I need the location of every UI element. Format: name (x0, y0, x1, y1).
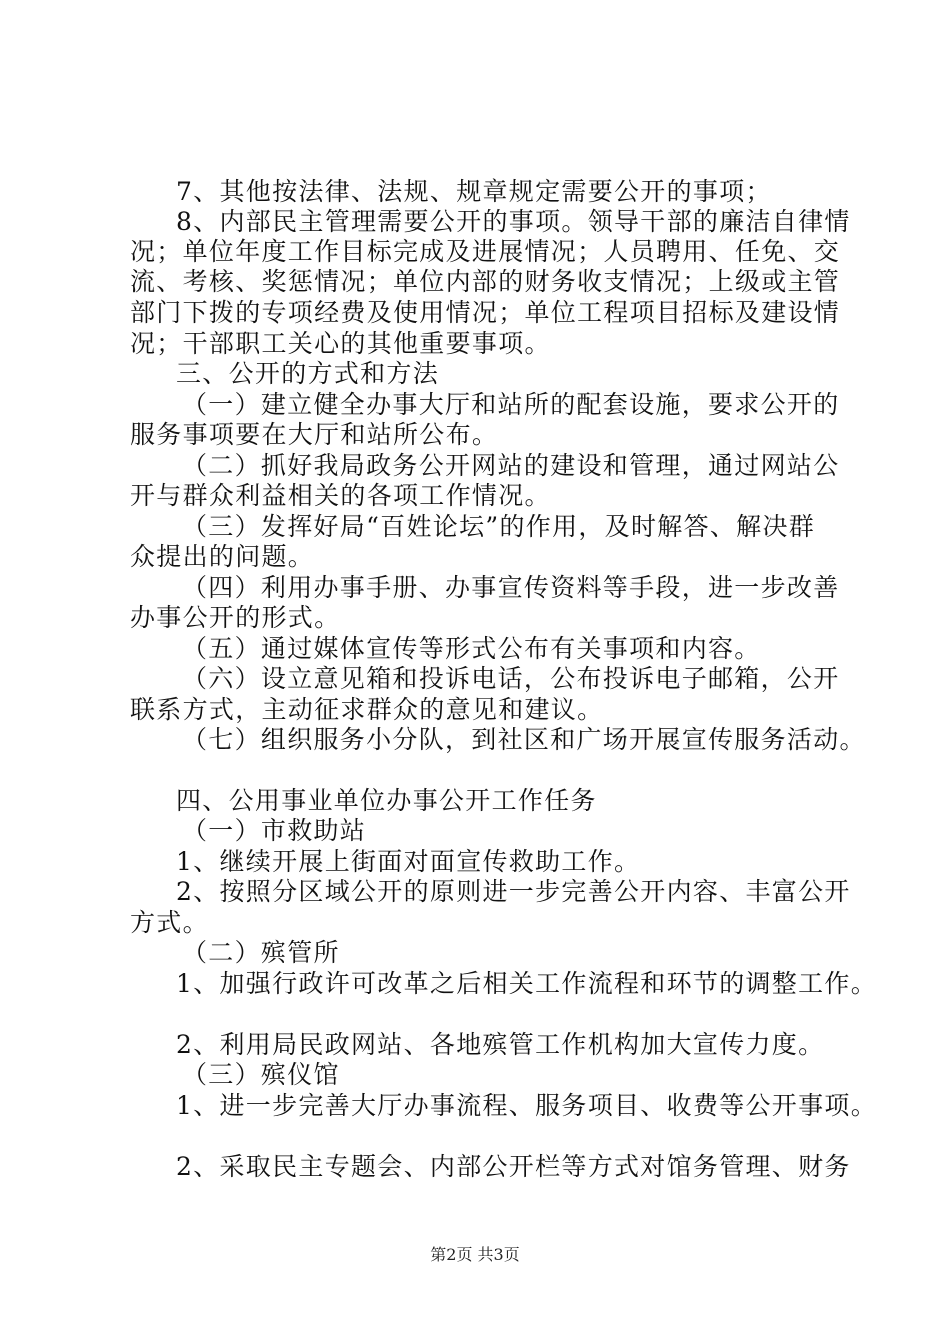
text-line: 2、采取民主专题会、内部公开栏等方式对馆务管理、财务 (176, 1152, 851, 1181)
text-line: 联系方式，主动征求群众的意见和建议。 (130, 695, 604, 724)
text-line: 方式。 (130, 908, 209, 937)
text-line: （五）通过媒体宣传等形式公布有关事项和内容。 (182, 634, 761, 663)
subsection-heading: （二）殡管所 (182, 938, 340, 967)
text-line: 况；干部职工关心的其他重要事项。 (130, 329, 551, 358)
text-line: 7、其他按法律、法规、规章规定需要公开的事项； (176, 177, 772, 206)
text-line: 流、考核、奖惩情况；单位内部的财务收支情况；上级或主管 (130, 267, 841, 296)
text-line: （二）抓好我局政务公开网站的建设和管理，通过网站公 (182, 451, 840, 480)
text-line: 8、内部民主管理需要公开的事项。领导干部的廉洁自律情 (176, 207, 851, 236)
text-line: 办事公开的形式。 (130, 603, 341, 632)
text-line: （七）组织服务小分队，到社区和广场开展宣传服务活动。 (182, 725, 866, 754)
text-line: 众提出的问题。 (130, 542, 315, 571)
text-line: （三）发挥好局“百姓论坛”的作用，及时解答、解决群 (182, 512, 816, 541)
text-line: （六）设立意见箱和投诉电话，公布投诉电子邮箱，公开 (182, 664, 840, 693)
text-line: 部门下拨的专项经费及使用情况；单位工程项目招标及建设情 (130, 298, 841, 327)
text-line: 服务事项要在大厅和站所公布。 (130, 420, 499, 449)
text-line: 1、进一步完善大厅办事流程、服务项目、收费等公开事项。 (176, 1091, 878, 1120)
text-line: 况；单位年度工作目标完成及进展情况；人员聘用、任免、交 (130, 237, 841, 266)
text-line: 1、继续开展上街面对面宣传救助工作。 (176, 847, 641, 876)
text-line: 2、按照分区域公开的原则进一步完善公开内容、丰富公开 (176, 877, 851, 906)
subsection-heading: （一）市救助站 (182, 816, 367, 845)
text-line: （四）利用办事手册、办事宣传资料等手段，进一步改善 (182, 573, 840, 602)
section-heading: 四、公用事业单位办事公开工作任务 (176, 786, 597, 815)
text-line: 1、加强行政许可改革之后相关工作流程和环节的调整工作。 (176, 969, 878, 998)
text-line: 2、利用局民政网站、各地殡管工作机构加大宣传力度。 (176, 1030, 825, 1059)
subsection-heading: （三）殡仪馆 (182, 1060, 340, 1089)
text-line: 开与群众利益相关的各项工作情况。 (130, 481, 551, 510)
page-footer: 第2页 共3页 (430, 1245, 520, 1264)
text-line: （一）建立健全办事大厅和站所的配套设施，要求公开的 (182, 390, 840, 419)
section-heading: 三、公开的方式和方法 (176, 359, 440, 388)
